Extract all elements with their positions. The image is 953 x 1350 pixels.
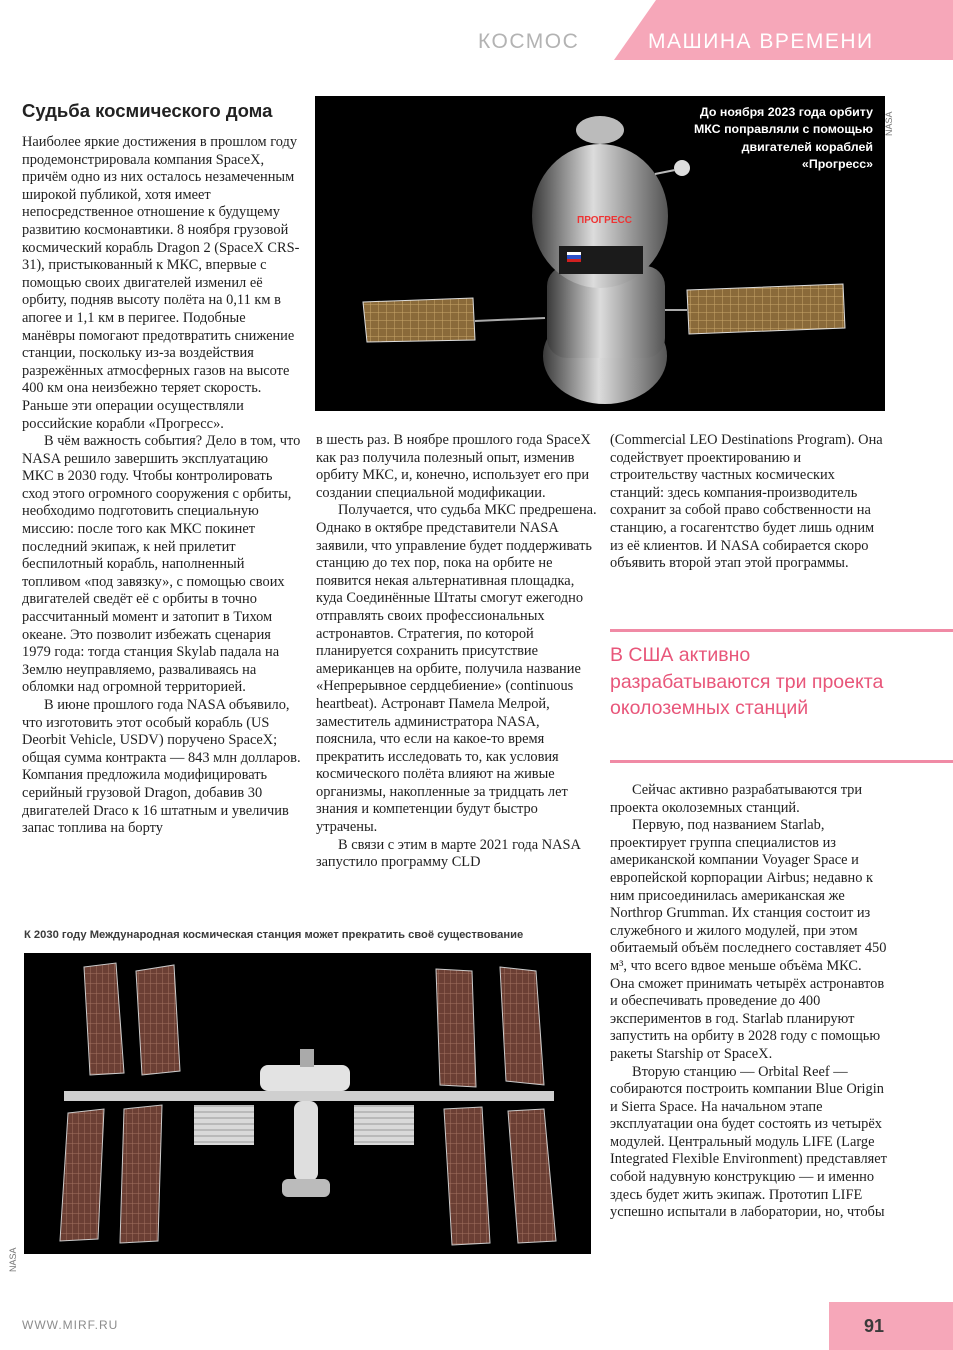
paragraph: В связи с этим в марте 2021 года NASA запустило программу CLD [316,836,581,871]
paragraph: Наиболее яркие достижения в прошлом году продемонстрировала компания SpaceX, причём одно из них осталось незамеченным широкой публикой, хотя имеет непосредственное отношение к будущему развитию космонавтики. 8 ноября грузовой космический корабль Dragon 2 (SpaceX CRS-31), пристыкованный к МКС, впервые с помощью своих двигателей изменил её орбиту, подняв высоту полёта на 0,11 км в апогее и 1,1 км в перигее. Подобные манёвры помогают предотвратить снижение станции, поскольку из-за воздействия разрежённых атмосферных газов на высоте 400 км она неизбежно теряет скорость. Раньше эти операции осуществляли российские корабли «Прогресс». [22,134,300,432]
iss-photo [24,953,591,1254]
paragraph: Сейчас активно разрабатываются три проекта околоземных станций. [610,782,863,816]
footer-url: WWW.MIRF.RU [22,1318,119,1332]
text-column-3-top [610,432,888,573]
pullquote-rule-bottom [610,760,953,763]
rubric-label: КОСМОС [478,30,580,53]
photo-credit-top: NASA [884,111,894,136]
main-truss [64,1091,554,1101]
paragraph: в шесть раз. В ноябре прошлого года SpaceX как раз получила полезный опыт, изменив орбиту МКС, и, конечно, использует его при создании специальной модификации. [316,432,591,501]
photo-credit-bottom: NASA [8,1247,18,1272]
paragraph: В июне прошлого года NASA объявило, что изготовить этот особый корабль (US Deorbit Vehicle, USDV) поручено SpaceX; общая сумма контракта — 843 млн долларов. Компания предложила модифицировать серийный грузовой Dragon, добавив 30 двигателей Draco к 16 штатным и увеличив запас топлива на борту [22,697,301,837]
paragraph: Вторую станцию — Orbital Reef — собираются построить компании Blue Origin и Sierra Space. На начальном этапе эксплуатации она будет состоять из четырёх модулей. Центральный модуль LIFE (Large Integrated Flexible Environment) представляет собой надувную конструкцию — и именно здесь будет жить экипаж. Прототип LIFE успешно испытали в лаборатории, но, чтобы [610,1063,887,1221]
radiator [194,1105,254,1145]
paragraph: Получается, что судьба МКС предрешена. Однако в октябре представители NASA заявили, что управление будет поддерживать станцию до тех пор, пока на орбите не появится некая альтернативная площадка, куда Соединённые Штаты смогут ежегодно отправлять своих профессиональных астронавтов. Стратегия, по которой планируется сохранить присутствие американцев на орбите, получила название «Непрерывное сердцебиение» (continuous heartbeat). Астронавт Памела Мелрой, заместитель администратора NASA, пояснила, что если на какое-то время прекратить исследовать то, как условия космического полёта влияют на живые организмы, накопленные за тридцать лет знания и компетенции будут быстро утрачены. [316,502,597,836]
paragraph: Первую, под названием Starlab, проектирует группа специалистов из американской компании Voyager Space и европейской корпорации Airbus; недавно к ним присоединилась американская же Northrop Grumman. Их станция состоит из служебного и жилого модулей, при этом обитаемый объём последнего составляет 450 м³, что всего вдвое меньше объёма МКС. Она сможет принимать четырёх астронавтов и обеспечивать проведение до 400 экспериментов в год. Starlab планируют запустить на орбиту в 2028 году с помощью ракеты Starship от SpaceX. [610,817,887,1062]
section-tab-label: МАШИНА ВРЕМЕНИ [648,30,874,53]
text-column-2 [316,432,598,872]
progress-spacecraft-photo [315,96,885,411]
paragraph: В чём важность события? Дело в том, что NASA решило завершить эксплуатацию МКС в 2030 году. Чтобы контролировать сход этого огромного сооружения с орбиты, необходимо подготовить специальную миссию: после того как МКС покинет последний экипаж, к ней прилетит беспилотный корабль, наполненный топливом «под завязку», с помощью своих двигателей сведёт её с орбиты в точно рассчитанный момент и затопит в Тихом океане. Это позволит избежать сценария 1979 года: тогда станция Skylab падала на Землю неуправляемо, разваливаясь на обломки над огромной территорией. [22,433,301,696]
paragraph: (Commercial LEO Destinations Program). Она содействует проектированию и строительству частных космических станций: здесь компания-производитель сохранит за собой право собственности на станцию, а госагентство будет лишь одним из её клиентов. И NASA собирается скоро объявить второй этап этой программы. [610,432,883,572]
iss-illustration [24,953,591,1254]
text-column-3-bottom [610,782,888,1222]
photo-caption-top: До ноября 2023 года орбиту МКС поправляли с помощью двигателей кораблей «Прогресс» [693,105,873,172]
radiator [354,1105,414,1145]
pullquote: В США активно разрабатываются три проекта околоземных станций [610,644,884,719]
pullquote-rule-top [610,629,953,632]
photo-caption-bottom: К 2030 году Международная космическая станция может прекратить своё существование [24,929,524,941]
hull-lettering: ПРОГРЕСС [577,215,632,226]
page-number: 91 [863,1316,885,1336]
article-title: Судьба космического дома [22,100,273,121]
text-column-1 [22,134,302,838]
